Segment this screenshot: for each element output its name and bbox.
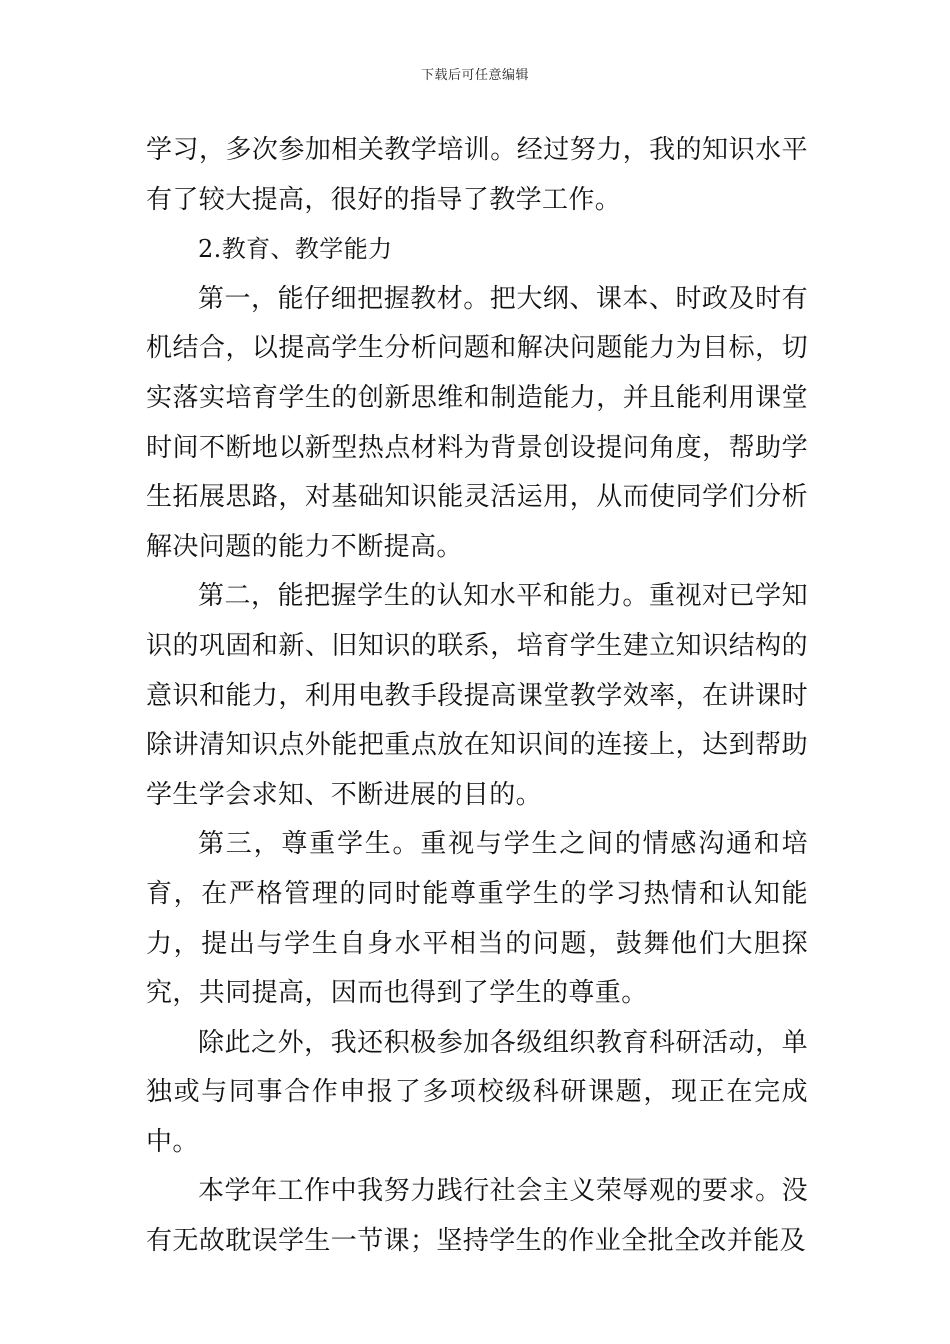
- page-header: 下载后可任意编辑: [420, 68, 529, 83]
- section-heading: 2.教育、教学能力: [198, 235, 393, 264]
- paragraph-research: 除此之外，我还积极参加各级组织教育科研活动，单独或与同事合作申报了多项校级科研课题，现正在完成中。: [146, 1027, 808, 1157]
- paragraph-first: 第一，能仔细把握教材。把大纲、课本、时政及时有机结合，以提高学生分析问题和解决问题能力为目标，切实落实培育学生的创新思维和制造能力，并且能利用课堂时间不断地以新型热点材料为背景创设提问角度，帮助学生拓展思路，对基础知识能灵活运用，从而使同学们分析解决问题的能力不断提高。: [146, 283, 808, 562]
- paragraph-second: 第二，能把握学生的认知水平和能力。重视对已学知识的巩固和新、旧知识的联系，培育学生建立知识结构的意识和能力，利用电教手段提高课堂教学效率，在讲课时除讲清知识点外能把重点放在知识间的连接上，达到帮助学生学会求知、不断进展的目的。: [146, 581, 808, 810]
- paragraph-third: 第三，尊重学生。重视与学生之间的情感沟通和培育，在严格管理的同时能尊重学生的学习热情和认知能力，提出与学生自身水平相当的问题，鼓舞他们大胆探究，共同提高，因而也得到了学生的尊重。: [146, 829, 808, 1009]
- paragraph-conduct: 本学年工作中我努力践行社会主义荣辱观的要求。没有无故耽误学生一节课；坚持学生的作业全批全改并能及: [146, 1176, 808, 1257]
- document-body: [146, 126, 808, 1267]
- paragraph-continued: 学习，多次参加相关教学培训。经过努力，我的知识水平有了较大提高，很好的指导了教学工作。: [146, 135, 808, 215]
